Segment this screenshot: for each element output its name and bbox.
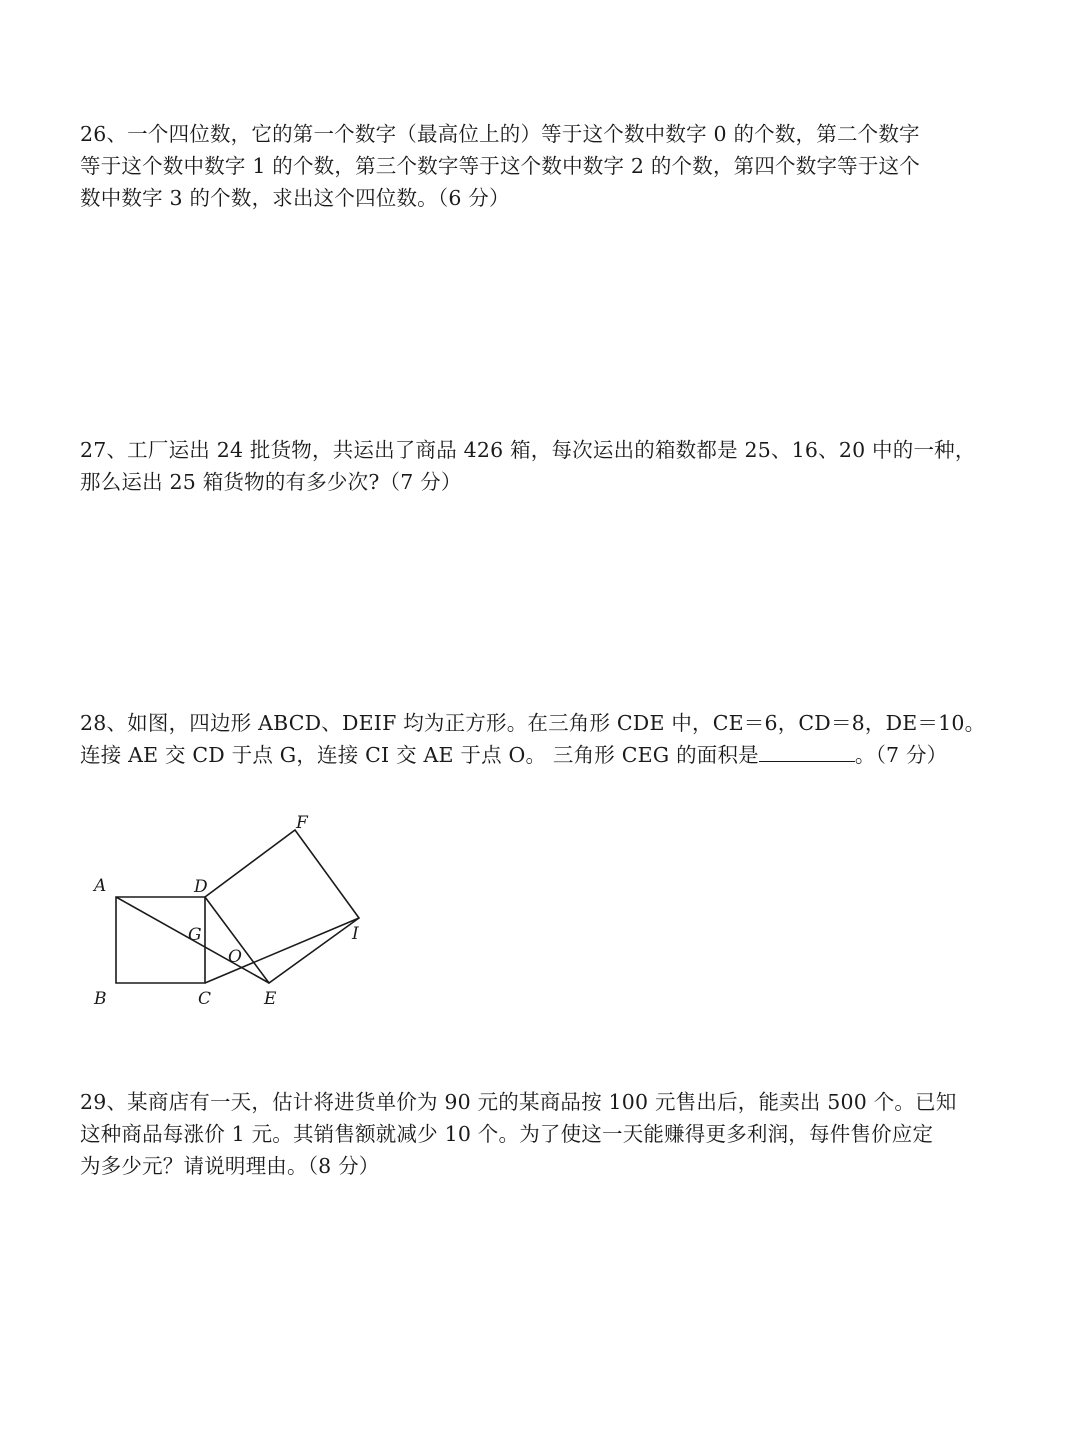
label-i: I — [352, 924, 359, 944]
question-27-line-2: 那么运出 25 箱货物的有多少次?（7 分） — [80, 470, 462, 494]
question-29-line-1: 29、某商店有一天，估计将进货单价为 90 元的某商品按 100 元售出后，能卖出 500 个。已知 — [80, 1090, 957, 1114]
answer-blank — [759, 739, 855, 762]
label-f: F — [296, 813, 308, 833]
question-28-line-1: 28、如图，四边形 ABCD、DEIF 均为正方形。在三角形 CDE 中，CE＝6，CD＝8，DE＝10。 — [80, 711, 986, 735]
question-29-line-3: 为多少元？请说明理由。（8 分） — [80, 1154, 380, 1178]
label-g: G — [188, 925, 202, 945]
label-d: D — [194, 877, 208, 897]
label-e: E — [264, 989, 277, 1009]
label-c: C — [198, 989, 212, 1009]
question-28-line-2 — [80, 739, 980, 771]
label-b: B — [94, 989, 107, 1009]
question-26-line-3: 数中数字 3 的个数，求出这个四位数。（6 分） — [80, 186, 510, 210]
label-o: O — [228, 947, 242, 967]
question-28-line-2-text: 连接 AE 交 CD 于点 G，连接 CI 交 AE 于点 O。 三角形 CEG 的面积是 — [80, 743, 759, 767]
label-a: A — [94, 876, 107, 896]
question-27 — [80, 434, 980, 498]
question-26-line-2: 等于这个数中数字 1 的个数，第三个数字等于这个数中数字 2 的个数，第四个数字等于这个 — [80, 154, 920, 178]
question-29-line-2: 这种商品每涨价 1 元。其销售额就减少 10 个。为了使这一天能赚得更多利润，每件售价应定 — [80, 1122, 934, 1146]
question-28-line-2-end: 。（7 分） — [854, 743, 948, 767]
question-26-line-1: 26、一个四位数，它的第一个数字（最高位上的）等于这个数中数字 0 的个数，第二个数字 — [80, 122, 920, 146]
question-29 — [80, 1086, 980, 1182]
question-28 — [80, 707, 986, 771]
geometry-figure — [80, 800, 380, 1020]
question-26 — [80, 118, 980, 214]
question-27-line-1: 27、工厂运出 24 批货物，共运出了商品 426 箱，每次运出的箱数都是 25、16、20 中的一种， — [80, 438, 976, 462]
